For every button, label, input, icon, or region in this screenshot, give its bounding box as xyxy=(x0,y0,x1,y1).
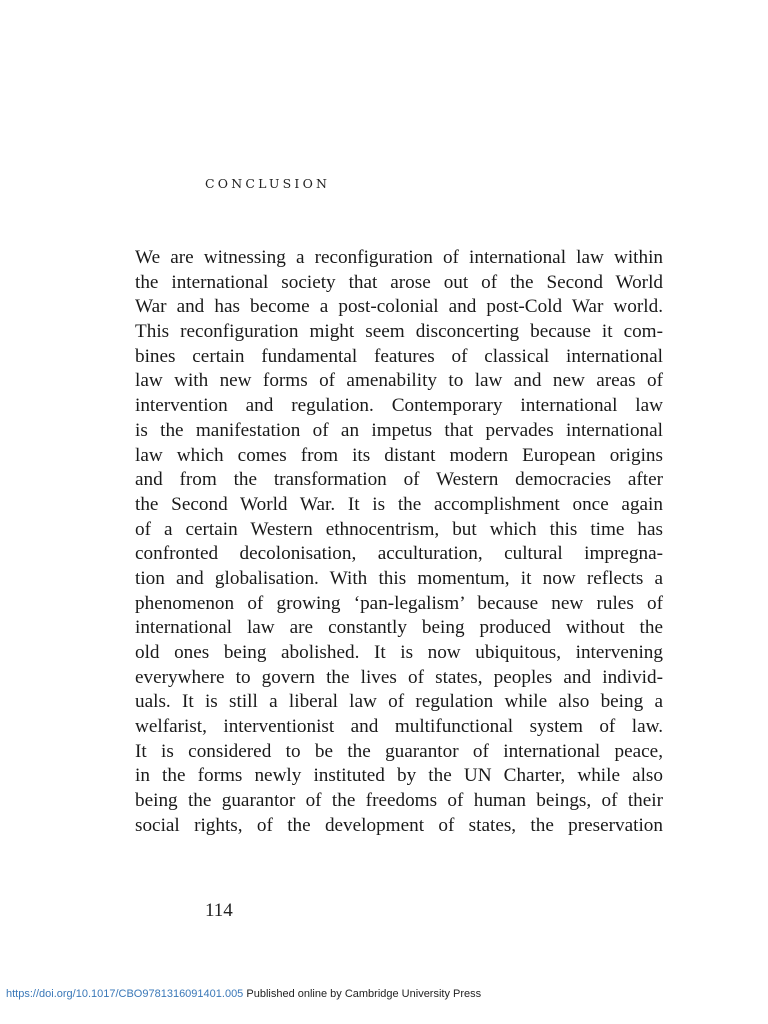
body-line: law which comes from its distant modern European origins xyxy=(135,444,663,466)
body-line: the Second World War. It is the accomplishment once again xyxy=(135,493,663,515)
body-line: law with new forms of amenability to law and new areas of xyxy=(135,370,663,392)
body-line: everywhere to govern the lives of states, peoples and individ- xyxy=(135,666,663,688)
body-line: intervention and regulation. Contemporary international law xyxy=(135,395,663,417)
page-number: 114 xyxy=(205,900,233,921)
doi-link[interactable]: https://doi.org/10.1017/CBO9781316091401.005 xyxy=(6,988,244,1000)
body-line: social rights, of the development of states, the preservation xyxy=(135,814,663,836)
body-line: is the manifestation of an impetus that pervades international xyxy=(135,419,663,441)
body-line: international law are constantly being produced without the xyxy=(135,617,663,639)
body-line: old ones being abolished. It is now ubiquitous, intervening xyxy=(135,642,663,663)
body-line: This reconfiguration might seem disconcerting because it com- xyxy=(135,321,663,343)
body-line: War and has become a post-colonial and post-Cold War world. xyxy=(135,296,663,318)
body-line: being the guarantor of the freedoms of human beings, of their xyxy=(135,790,663,812)
body-line: of a certain Western ethnocentrism, but which this time has xyxy=(135,518,663,540)
body-line: and from the transformation of Western democracies after xyxy=(135,469,663,491)
body-line: uals. It is still a liberal law of regulation while also being a xyxy=(135,691,663,713)
publisher-text: Published online by Cambridge University Press xyxy=(243,988,482,1000)
body-line: phenomenon of growing ‘pan-legalism’ because new rules of xyxy=(135,592,663,614)
body-line: We are witnessing a reconfiguration of international law within xyxy=(135,247,663,268)
chapter-heading: CONCLUSION xyxy=(205,176,331,191)
body-line: It is considered to be the guarantor of international peace, xyxy=(135,740,663,762)
body-line: in the forms newly instituted by the UN Charter, while also xyxy=(135,765,663,787)
body-line: tion and globalisation. With this momentum, it now reflects a xyxy=(135,567,663,589)
footer xyxy=(6,988,481,1000)
body-line: welfarist, interventionist and multifunctional system of law. xyxy=(135,716,663,738)
body-line: the international society that arose out of the Second World xyxy=(135,271,663,293)
body-line: confronted decolonisation, acculturation, cultural impregna- xyxy=(135,543,663,565)
body-text xyxy=(135,246,663,839)
body-line: bines certain fundamental features of classical international xyxy=(135,345,663,367)
